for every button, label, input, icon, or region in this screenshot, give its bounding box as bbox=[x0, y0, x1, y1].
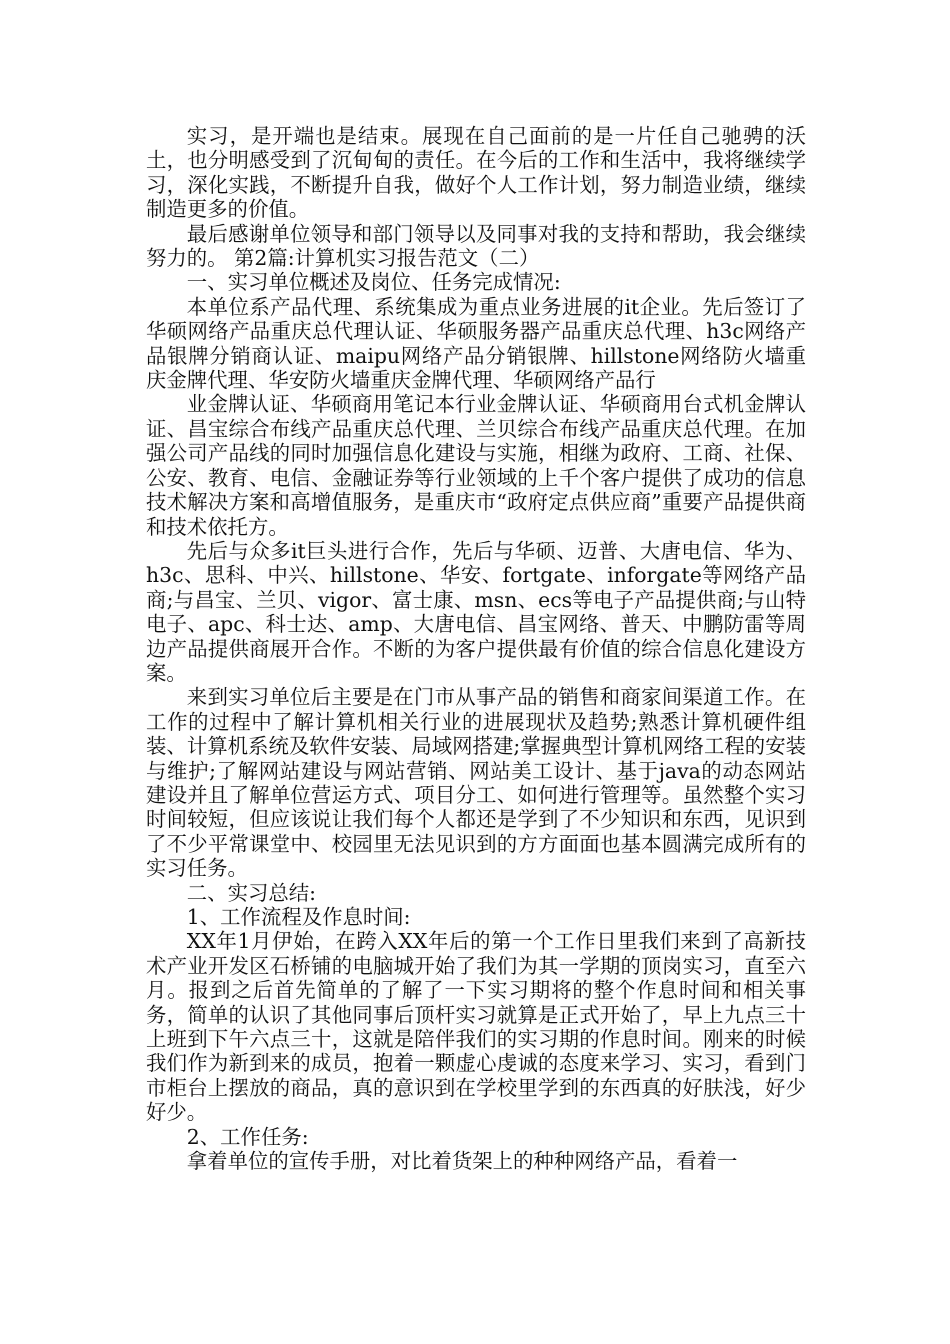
section-heading: 二、实习总结: bbox=[186, 880, 317, 905]
paragraph: 来到实习单位后主要是在门市从事产品的销售和商家间渠道工作。在工作的过程中了解计算机相关行业的进展现状及趋势;熟悉计算机硬件组装、计算机系统及软件安装、局域网搭建;掌握典型计算机网络工程的安装与维护;了解网站建设与网站营销、网站美工设计、基于java的动态网站建设并且了解单位营运方式、项目分工、如何进行管理等。虽然整个实习时间较短，但应该说让我们每个人都还是学到了不少知识和东西，见识到了不少平常课堂中、校园里无法见识到的方方面面也基本圆满完成所有的实习任务。 bbox=[146, 685, 806, 881]
section-heading: 一、实习单位概述及岗位、任务完成情况: bbox=[186, 270, 561, 295]
document-body bbox=[146, 124, 806, 1173]
paragraph: 本单位系产品代理、系统集成为重点业务进展的it企业。先后签订了华硕网络产品重庆总代理认证、华硕服务器产品重庆总代理、h3c网络产品银牌分销商认证、maipu网络产品分销银牌、hillstone网络防火墙重庆金牌代理、华安防火墙重庆金牌代理、华硕网络产品行 bbox=[146, 294, 806, 393]
paragraph: 拿着单位的宣传手册，对比着货架上的种种网络产品，看着一 bbox=[186, 1149, 738, 1174]
paragraph: 先后与众多it巨头进行合作，先后与华硕、迈普、大唐电信、华为、h3c、思科、中兴、hillstone、华安、fortgate、inforgate等网络产品商;与昌宝、兰贝、vigor、富士康、msn、ecs等电子产品提供商;与山特电子、apc、科士达、amp、大唐电信、昌宝网络、普天、中鹏防雷等周边产品提供商展开合作。不断的为客户提供最有价值的综合信息化建设方案。 bbox=[146, 538, 806, 685]
paragraph: 业金牌认证、华硕商用笔记本行业金牌认证、华硕商用台式机金牌认证、昌宝综合布线产品重庆总代理、兰贝综合布线产品重庆总代理。在加强公司产品线的同时加强信息化建设与实施，相继为政府、工商、社保、公安、教育、电信、金融证券等行业领域的上千个客户提供了成功的信息技术解决方案和高增值服务，是重庆市“政府定点供应商”重要产品提供商和技术依托方。 bbox=[146, 392, 806, 539]
subsection-heading: 2、工作任务: bbox=[186, 1124, 309, 1149]
subsection-heading: 1、工作流程及作息时间: bbox=[186, 905, 411, 929]
paragraph: XX年1月伊始，在跨入XX年后的第一个工作日里我们来到了高新技术产业开发区石桥铺的电脑城开始了我们为其一学期的顶岗实习，直至六月。报到之后首先简单的了解了一下实习期将的整个作息时间和相关事务，简单的认识了其他同事后顶杆实习就算是正式开始了，早上九点三十上班到下午六点三十，这就是陪伴我们的实习期的作息时间。刚来的时候我们作为新到来的成员，抱着一颗虚心虔诚的态度来学习、实习，看到门市柜台上摆放的商品，真的意识到在学校里学到的东西真的好肤浅，好少好少。 bbox=[146, 929, 806, 1125]
paragraph: 实习，是开端也是结束。展现在自己面前的是一片任自己驰骋的沃土，也分明感受到了沉甸甸的责任。在今后的工作和生活中，我将继续学习，深化实践，不断提升自我，做好个人工作计划，努力制造业绩，继续制造更多的价值。 bbox=[146, 124, 806, 222]
paragraph: 最后感谢单位领导和部门领导以及同事对我的支持和帮助，我会继续努力的。 第2篇:计算机实习报告范文（二） bbox=[146, 221, 806, 271]
